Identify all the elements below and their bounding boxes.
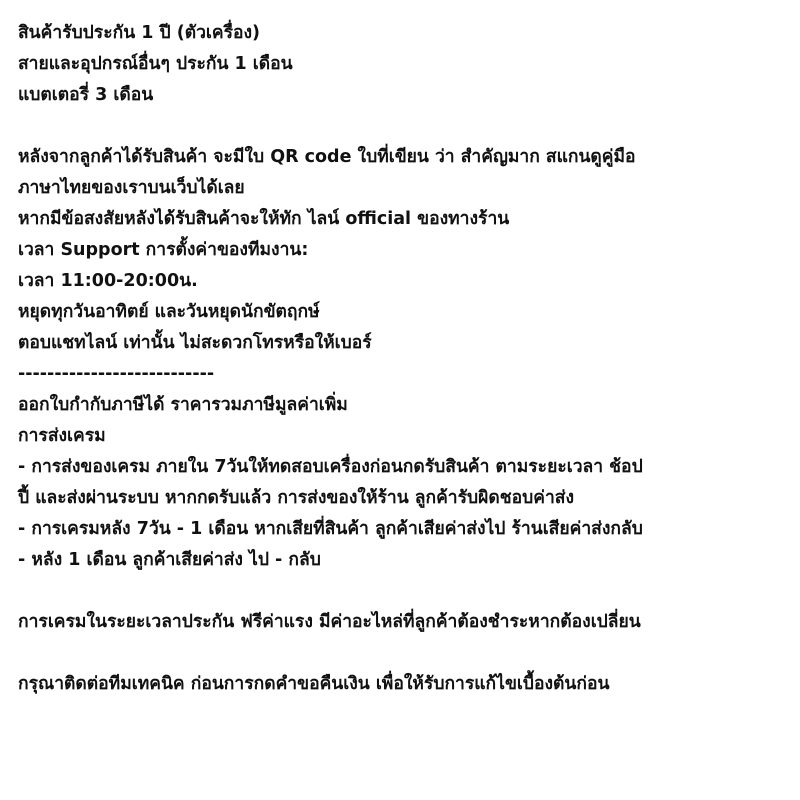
support-hours-heading: เวลา Support การตั้งค่าของทีมงาน: <box>18 240 309 260</box>
qr-code-info-line: หลังจากลูกค้าได้รับสินค้า จะมีใบ QR code ใบที่เขียน ว่า สำคัญมาก สแกนดูคู่มือ <box>18 147 636 167</box>
chat-only-line: ตอบแชทไลน์ เท่านั้น ไม่สะดวกโทรหรือให้เบอร์ <box>18 333 372 353</box>
blank-line <box>18 638 793 669</box>
claims-heading: การส่งเครม <box>18 426 106 446</box>
support-days-off-line: หยุดทุกวันอาทิตย์ และวันหยุดนักขัตฤกษ์ <box>18 302 320 322</box>
claim-within-7-days-line-continued: ปี้ และส่งผ่านระบบ หากกดรับแล้ว การส่งของให้ร้าน ลูกค้ารับผิดชอบค่าส่ง <box>18 488 574 508</box>
claim-after-1-month-line: - หลัง 1 เดือน ลูกค้าเสียค่าส่ง ไป - กลับ <box>18 550 321 570</box>
tax-invoice-line: ออกใบกำกับภาษีได้ ราคารวมภาษีมูลค่าเพิ่ม <box>18 395 348 415</box>
blank-line <box>18 576 793 607</box>
document-body <box>18 18 793 700</box>
claim-7-days-to-1-month-line: - การเครมหลัง 7วัน - 1 เดือน หากเสียที่สินค้า ลูกค้าเสียค่าส่งไป ร้านเสียค่าส่งกลับ <box>18 519 643 539</box>
warranty-device-line: สินค้ารับประกัน 1 ปี (ตัวเครื่อง) <box>18 23 261 43</box>
warranty-accessories-line: สายและอุปกรณ์อื่นๆ ประกัน 1 เดือน <box>18 54 293 74</box>
blank-line <box>18 111 793 142</box>
warranty-battery-line: แบตเตอรี่ 3 เดือน <box>18 85 154 105</box>
warranty-labor-parts-line: การเครมในระยะเวลาประกัน ฟรีค่าแรง มีค่าอะไหล่ที่ลูกค้าต้องชำระหากต้องเปลี่ยน <box>18 612 641 632</box>
contact-tech-before-refund-line: กรุณาติดต่อทีมเทคนิค ก่อนการกดคำขอคืนเงิน เพื่อให้รับการแก้ไขเบื้องต้นก่อน <box>18 674 610 694</box>
support-hours-value: เวลา 11:00-20:00น. <box>18 271 198 291</box>
qr-code-info-line-continued: ภาษาไทยของเราบนเว็บได้เลย <box>18 178 245 198</box>
line-official-contact-line: หากมีข้อสงสัยหลังได้รับสินค้าจะให้ทัก ไลน์ official ของทางร้าน <box>18 209 510 229</box>
separator-line: --------------------------- <box>18 364 215 384</box>
claim-within-7-days-line: - การส่งของเครม ภายใน 7วันให้ทดสอบเครื่องก่อนกดรับสินค้า ตามระยะเวลา ช้อป <box>18 457 643 477</box>
